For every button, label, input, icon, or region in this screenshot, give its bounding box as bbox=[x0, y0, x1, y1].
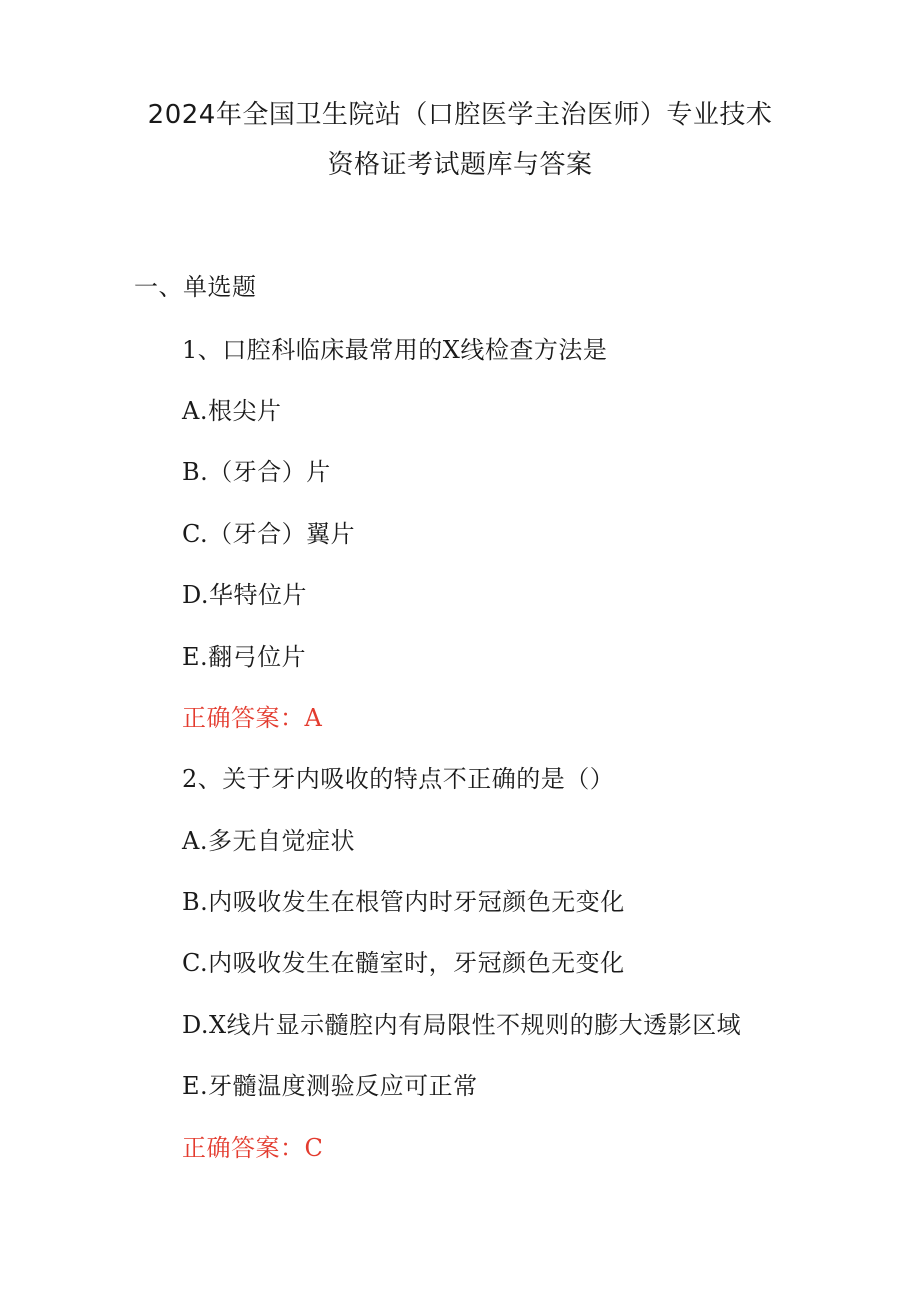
question-1-option-b: B.（牙合）片 bbox=[182, 458, 331, 486]
question-2-option-b: B.内吸收发生在根管内时牙冠颜色无变化 bbox=[182, 888, 625, 916]
question-2-stem: 2、关于牙内吸收的特点不正确的是（） bbox=[182, 765, 615, 793]
document-title-line-2: 资格证考试题库与答案 bbox=[327, 150, 593, 180]
question-2-answer: 正确答案：C bbox=[182, 1134, 324, 1162]
question-1-option-e: E.翻弓位片 bbox=[182, 643, 307, 671]
question-2-option-e: E.牙髓温度测验反应可正常 bbox=[182, 1072, 478, 1100]
question-1-answer: 正确答案：A bbox=[182, 704, 323, 732]
question-2-option-d: D.X线片显示髓腔内有局限性不规则的膨大透影区域 bbox=[182, 1011, 742, 1039]
section-heading: 一、单选题 bbox=[134, 273, 257, 301]
document-title-line-1: 2024年全国卫生院站（口腔医学主治医师）专业技术 bbox=[147, 100, 773, 130]
question-1-stem: 1、口腔科临床最常用的X线检查方法是 bbox=[182, 336, 608, 364]
question-1-option-a: A.根尖片 bbox=[182, 397, 282, 425]
question-2-option-a: A.多无自觉症状 bbox=[182, 827, 355, 855]
question-1-option-d: D.华特位片 bbox=[182, 581, 308, 609]
question-1-option-c: C.（牙合）翼片 bbox=[182, 520, 356, 548]
question-2-option-c: C.内吸收发生在髓室时，牙冠颜色无变化 bbox=[182, 949, 625, 977]
